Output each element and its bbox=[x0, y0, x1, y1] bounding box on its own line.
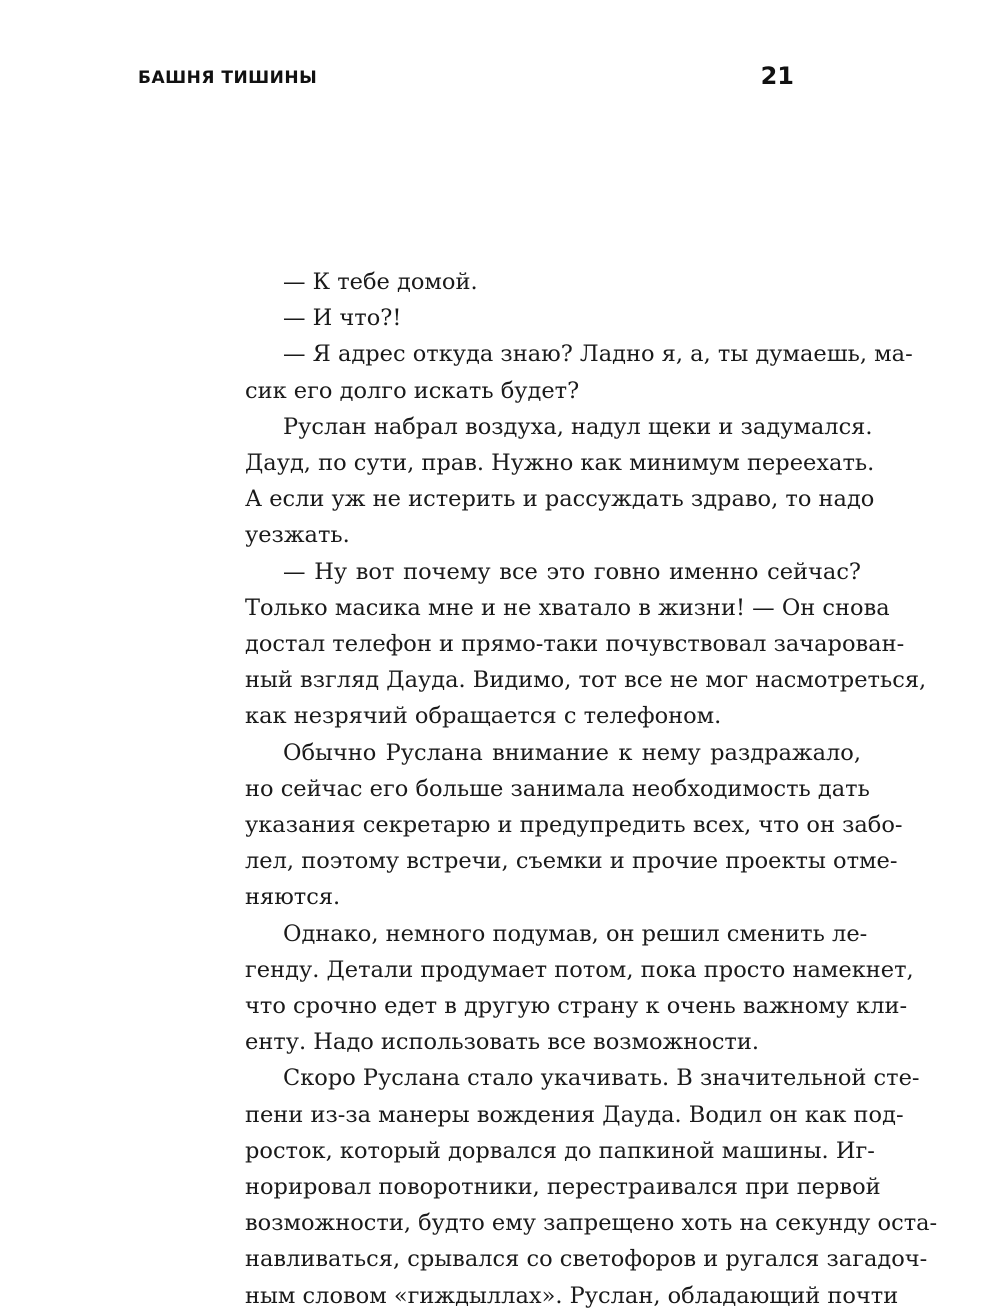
paragraph bbox=[207, 1060, 938, 1313]
text-line: норировал поворотники, перестраивался при первой bbox=[245, 1174, 881, 1201]
text-line: пени из-за манеры вождения Дауда. Водил он как под- bbox=[245, 1101, 904, 1128]
text-line: как незрячий обращается с телефоном. bbox=[245, 703, 722, 730]
text-line: — И что?! bbox=[283, 305, 402, 332]
text-line: росток, который дорвался до папкиной машины. Иг- bbox=[245, 1137, 875, 1164]
text-line: ный взгляд Дауда. Видимо, тот все не мог насмотреться, bbox=[245, 667, 927, 694]
text-line: — К тебе домой. bbox=[283, 269, 478, 295]
text-line: уезжать. bbox=[245, 522, 350, 549]
text-line: сик его долго искать будет? bbox=[245, 377, 580, 404]
text-body bbox=[207, 264, 938, 1314]
running-head-title: БАШНЯ ТИШИНЫ bbox=[138, 68, 318, 88]
text-line: Руслан набрал воздуха, надул щеки и задумался. bbox=[283, 413, 873, 440]
paragraph bbox=[207, 735, 903, 916]
text-line: генду. Детали продумает потом, пока просто намекнет, bbox=[245, 956, 914, 983]
text-line: что срочно едет в другую страну к очень важному кли- bbox=[245, 993, 908, 1020]
text-line: — Я адрес откуда знаю? Ладно я, а, ты думаешь, ма- bbox=[283, 341, 913, 368]
text-line: указания секретарю и предупредить всех, что он забо- bbox=[245, 812, 903, 839]
text-line: Однако, немного подумав, он решил сменить ле- bbox=[283, 920, 868, 947]
paragraph bbox=[207, 300, 861, 336]
text-line: возможности, будто ему запрещено хоть на секунду оста- bbox=[245, 1210, 938, 1237]
paragraph bbox=[207, 554, 927, 735]
text-line: Обычно Руслана внимание к нему раздражало, bbox=[283, 739, 861, 766]
text-line: А если уж не истерить и рассуждать здраво, то надо bbox=[245, 486, 875, 513]
text-line: достал телефон и прямо-таки почувствовал зачарован- bbox=[245, 631, 905, 658]
page-number: 21 bbox=[760, 62, 794, 90]
paragraph bbox=[207, 264, 861, 300]
text-line: но сейчас его больше занимала необходимость дать bbox=[245, 775, 870, 802]
paragraph bbox=[207, 409, 875, 554]
paragraph bbox=[207, 916, 914, 1061]
text-line: ным словом «гиждыллах». Руслан, обладающий почти bbox=[245, 1282, 899, 1309]
text-line: Скоро Руслана стало укачивать. В значительной сте- bbox=[283, 1065, 920, 1092]
text-line: лел, поэтому встречи, съемки и прочие проекты отме- bbox=[245, 848, 898, 875]
text-line: Дауд, по сути, прав. Нужно как минимум переехать. bbox=[245, 450, 875, 477]
paragraph bbox=[207, 336, 913, 408]
text-line: няются. bbox=[245, 884, 341, 911]
text-line: навливаться, срывался со светофоров и ругался загадоч- bbox=[245, 1246, 928, 1273]
text-line: енту. Надо использовать все возможности. bbox=[245, 1029, 760, 1056]
text-line: Только масика мне и не хватало в жизни! — Он снова bbox=[245, 594, 890, 621]
text-line: — Ну вот почему все это говно именно сейчас? bbox=[283, 558, 861, 585]
